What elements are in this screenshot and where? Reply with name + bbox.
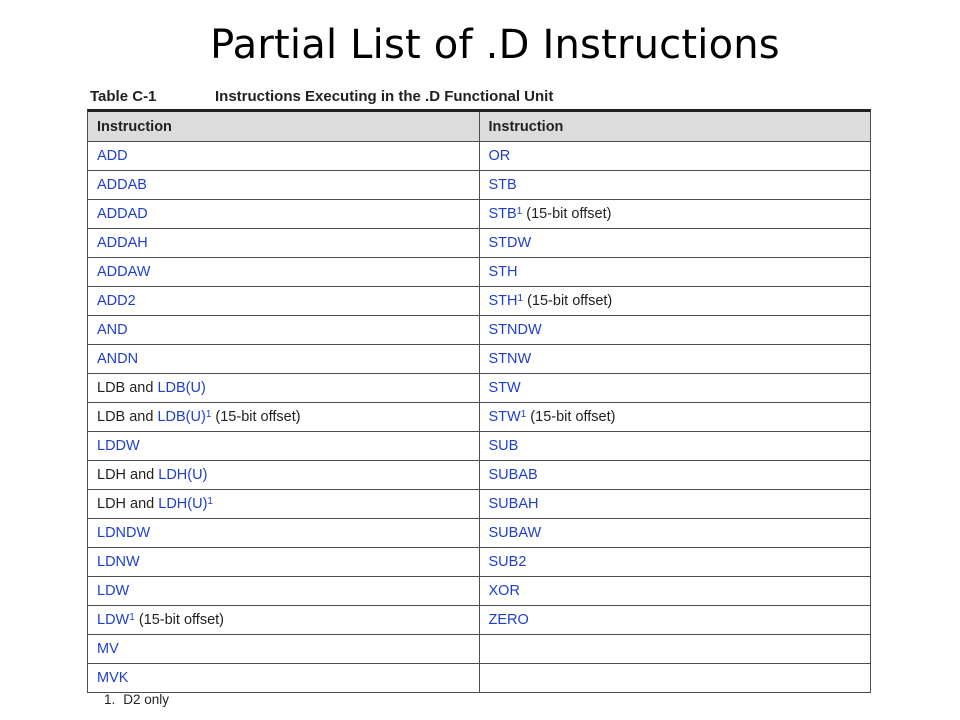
instruction-link[interactable]: STNW [488,351,532,367]
instruction-link[interactable]: ZERO [488,612,529,628]
table-cell [479,142,870,171]
table-cell [479,548,870,577]
instruction-link[interactable]: ADDAW [97,264,151,280]
column-header-2: Instruction [479,112,870,142]
instruction-link[interactable]: ADD2 [97,293,136,309]
instruction-link[interactable]: STW [488,380,521,396]
footnote-text: D2 only [123,692,170,707]
table-cell [88,461,479,490]
cell-text: LDB and [97,409,158,425]
table-cell [88,519,479,548]
table-cell [88,577,479,606]
table-cell [88,316,479,345]
footnote-marker: 1 [129,612,135,623]
instruction-link[interactable]: LDH(U) [158,496,208,512]
instruction-link[interactable]: STB [488,206,517,222]
instruction-table [88,112,870,692]
table-row [88,461,870,490]
table-row [88,432,870,461]
instruction-link[interactable]: MV [97,641,119,657]
table-cell [88,548,479,577]
table-cell [479,229,870,258]
table-cell [479,606,870,635]
table-row [88,577,870,606]
instruction-link[interactable]: STH [488,264,518,280]
cell-text: LDH and [97,496,159,512]
instruction-link[interactable]: SUB2 [488,554,527,570]
table-cell [479,403,870,432]
table-caption [90,88,554,105]
table-cell [479,490,870,519]
footnote-marker: 1 [517,293,524,304]
instruction-link[interactable]: SUBAW [488,525,542,541]
table-cell [479,577,870,606]
table-row [88,229,870,258]
table-row [88,403,870,432]
table-row [88,345,870,374]
cell-text: (15-bit offset) [526,409,616,425]
instruction-link[interactable]: LDDW [97,438,140,454]
slide-title: Partial List of .D Instructions [210,22,780,68]
instruction-link[interactable]: OR [488,148,511,164]
instruction-link[interactable]: STNDW [488,322,542,338]
table-row [88,606,870,635]
instruction-link[interactable]: STW [488,409,521,425]
column-header-1: Instruction [88,112,479,142]
table-cell [88,403,479,432]
table-cell [479,258,870,287]
table-cell [88,171,479,200]
table-cell [88,432,479,461]
cell-text: LDB and [97,380,158,396]
instruction-link[interactable]: LDW [97,583,130,599]
table-row [88,664,870,693]
table-cell [88,287,479,316]
footnote-marker: 1 [516,206,523,217]
instruction-link[interactable]: SUBAH [488,496,539,512]
instruction-link[interactable]: LDB(U) [157,380,206,396]
table-cell [88,606,479,635]
table-row [88,142,870,171]
instruction-link[interactable]: LDB(U) [157,409,206,425]
instruction-table-wrap [87,109,871,693]
table-cell [479,316,870,345]
table-cell [479,171,870,200]
table-cell [88,635,479,664]
cell-text: (15-bit offset) [523,293,613,309]
cell-text: LDH and [97,467,159,483]
table-cell [479,664,870,693]
table-header-row [88,112,870,142]
table-row [88,519,870,548]
footnote-marker: 1 [205,409,212,420]
instruction-link[interactable]: SUB [488,438,519,454]
instruction-link[interactable]: STB [488,177,517,193]
table-cell [88,229,479,258]
instruction-link[interactable]: STDW [488,235,532,251]
table-cell [88,664,479,693]
table-row [88,548,870,577]
table-cell [479,287,870,316]
instruction-link[interactable]: ADDAD [97,206,148,222]
instruction-link[interactable]: LDNW [97,554,140,570]
footnote-number: 1. [104,692,116,707]
instruction-link[interactable]: MVK [97,670,129,686]
table-row [88,490,870,519]
table-cell [479,519,870,548]
table-cell [479,635,870,664]
table-row [88,258,870,287]
cell-text: (15-bit offset) [211,409,301,425]
table-cell [88,200,479,229]
table-cell [479,374,870,403]
instruction-link[interactable]: LDH(U) [158,467,208,483]
table-row [88,171,870,200]
table-caption-label: Table C-1 [90,88,157,105]
instruction-link[interactable]: ADDAB [97,177,147,193]
table-footnote [104,692,169,707]
table-body [88,142,870,693]
table-cell [88,258,479,287]
instruction-link[interactable]: XOR [488,583,520,599]
table-caption-title: Instructions Executing in the .D Functional Unit [215,88,554,105]
table-cell [88,490,479,519]
instruction-link[interactable]: ANDN [97,351,139,367]
instruction-link[interactable]: ADDAH [97,235,148,251]
table-row [88,635,870,664]
table-cell [88,142,479,171]
table-row [88,374,870,403]
table-cell [88,374,479,403]
instruction-link[interactable]: AND [97,322,128,338]
table-row [88,287,870,316]
cell-text: (15-bit offset) [134,612,224,628]
instruction-link[interactable]: ADD [97,148,128,164]
instruction-link[interactable]: SUBAB [488,467,538,483]
instruction-link[interactable]: LDW [97,612,130,628]
footnote-marker: 1 [520,409,527,420]
cell-text: (15-bit offset) [522,206,612,222]
table-cell [479,345,870,374]
table-cell [479,200,870,229]
table-cell [88,345,479,374]
table-row [88,200,870,229]
table-cell [479,432,870,461]
footnote-marker: 1 [207,496,213,507]
instruction-link[interactable]: STH [488,293,518,309]
table-row [88,316,870,345]
instruction-link[interactable]: LDNDW [97,525,151,541]
table-cell [479,461,870,490]
